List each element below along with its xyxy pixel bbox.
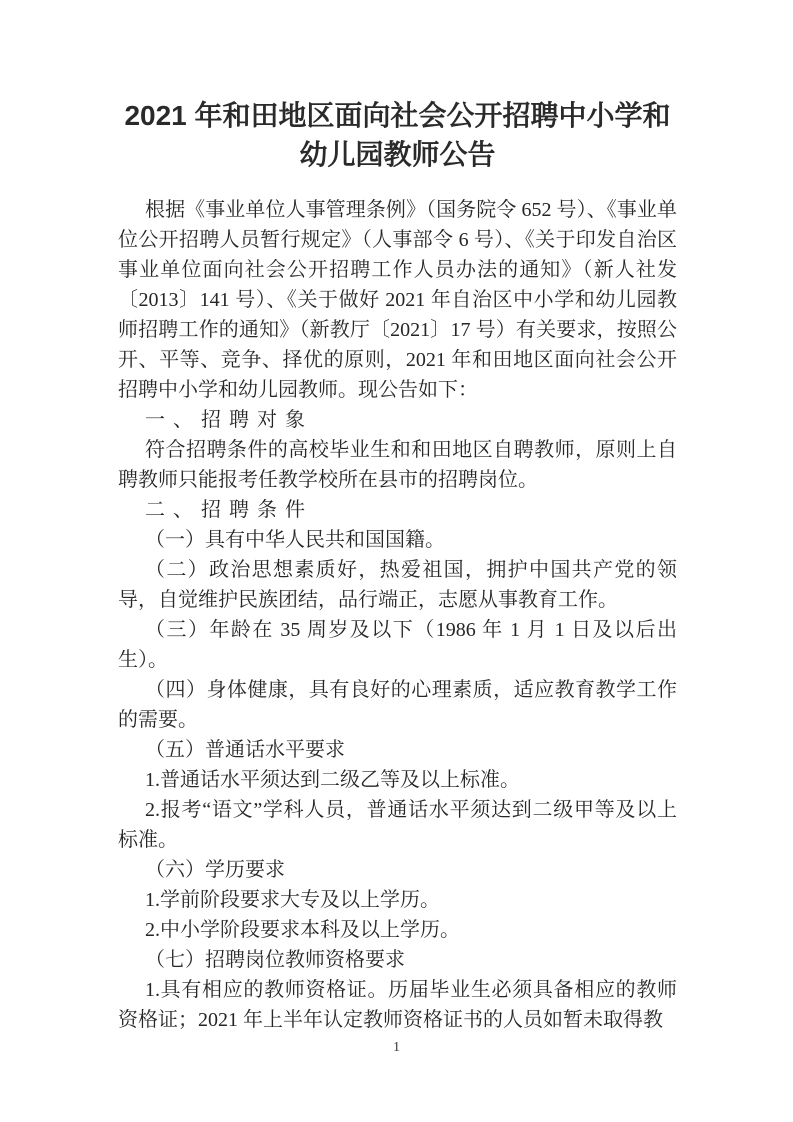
paragraph: （四）身体健康，具有良好的心理素质，适应教育教学工作的需要。 xyxy=(118,679,677,731)
document-body xyxy=(118,195,677,1035)
paragraph: （二）政治思想素质好，热爱祖国，拥护中国共产党的领导，自觉维护民族团结，品行端正，志愿从事教育工作。 xyxy=(118,559,677,611)
paragraph: （六）学历要求 xyxy=(145,859,285,881)
paragraph: 1.普通话水平须达到二级乙等及以上标准。 xyxy=(145,769,520,791)
paragraph: 符合招聘条件的高校毕业生和和田地区自聘教师，原则上自聘教师只能报考任教学校所在县市的招聘岗位。 xyxy=(118,439,677,491)
section-heading: 二、招聘条件 xyxy=(145,499,313,521)
paragraph: 2.报考“语文”学科人员，普通话水平须达到二级甲等及以上标准。 xyxy=(118,799,677,851)
paragraph: 1.具有相应的教师资格证。历届毕业生必须具备相应的教师资格证；2021 年上半年认定教师资格证书的人员如暂未取得教 xyxy=(118,979,677,1031)
paragraph: （三）年龄在 35 周岁及以下（1986 年 1 月 1 日及以后出生）。 xyxy=(118,619,677,671)
paragraph: 根据《事业单位人事管理条例》（国务院令 652 号）、《事业单位公开招聘人员暂行规定》（人事部令 6 号）、《关于印发自治区事业单位面向社会公开招聘工作人员办法的通知》（新人社发〔2013〕141 号）、《关于做好 2021 年自治区中小学和幼儿园教师招聘工作的通知》（新教厅〔2021〕17 号）有关要求，按照公开、平等、竞争、择优的原则，2021 年和田地区面向社会公开招聘中小学和幼儿园教师。现公告如下： xyxy=(118,199,677,401)
paragraph: （一）具有中华人民共和国国籍。 xyxy=(145,529,445,551)
document-title: 2021 年和田地区面向社会公开招聘中小学和幼儿园教师公告 xyxy=(124,100,671,170)
page-number: 1 xyxy=(393,1040,400,1055)
paragraph: （五）普通话水平要求 xyxy=(145,739,345,761)
section-heading: 一、招聘对象 xyxy=(145,409,313,431)
paragraph: （七）招聘岗位教师资格要求 xyxy=(145,949,405,971)
paragraph: 1.学前阶段要求大专及以上学历。 xyxy=(145,889,440,911)
paragraph: 2.中小学阶段要求本科及以上学历。 xyxy=(145,919,460,941)
